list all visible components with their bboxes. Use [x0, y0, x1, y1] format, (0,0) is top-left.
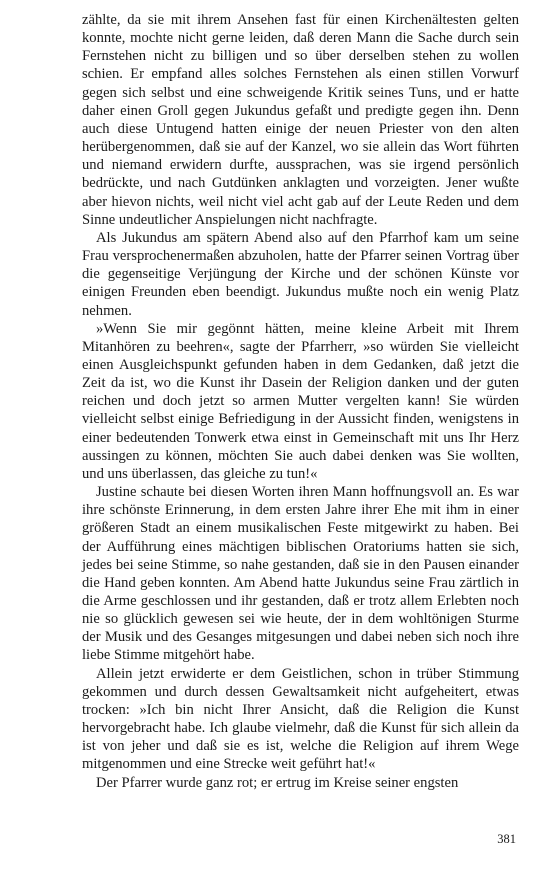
paragraph-jukundus-arrival: Als Jukundus am spätern Abend also auf den Pfarrhof kam um seine Frau versprochenermaßen abzuholen, hatte der Pfarrer seinen Vortrag über die gegenseitige Verjüngung der Kirche und der schönen Künste vor einigen Freunden eben beendigt. Jukundus mußte noch ein wenig Platz nehmen. [82, 229, 519, 319]
paragraph-justine-memory: Justine schaute bei diesen Worten ihren Mann hoffnungsvoll an. Es war ihre schönste Erinnerung, in dem ersten Jahre ihrer Ehe mit ihm in einer größeren Stadt an einem musikalischen Feste mitgewirkt zu haben. Bei der Aufführung eines mächtigen biblischen Oratoriums hatten sie sich, jedes bei seine Stimme, so nahe gestanden, daß sie in den Pausen einander die Hand geben konnten. Am Abend hatte Jukundus seine Frau zärtlich in die Arme geschlossen und ihr gestanden, daß er trotz allem Erlebten noch nie so glücklich gewesen sei wie heute, der in dem wohltönigen Sturme der Musik und des Gesanges mitgesungen und dabei neben sich noch ihre liebe Stimme mitgehört habe. [82, 484, 519, 664]
page-number: 381 [497, 832, 516, 846]
paragraph-jukundus-reply: Allein jetzt erwiderte er dem Geistlichen, schon in trüber Stimmung gekommen und durch dessen Gewaltsamkeit nicht aufgeheitert, etwas trocken: »Ich bin nicht Ihrer Ansicht, daß die Religion die Kunst hervorgebracht habe. Ich glaube vielmehr, daß die Kunst für sich allein da ist von jeher und daß sie es ist, welche die Religion auf ihrem Wege mitgenommen und eine Strecke weit geführt hat!« [82, 665, 519, 773]
paragraph-pastor-reaction: Der Pfarrer wurde ganz rot; er ertrug im Kreise seiner engsten [96, 774, 459, 791]
paragraph-continuation: zählte, da sie mit ihrem Ansehen fast für einen Kirchenältesten gelten konnte, mochte nicht gerne leiden, daß deren Mann die Sache durch sein Fernstehen nicht zu billigen und so über derselben stehen zu wollen schien. Er empfand alles solches Fernstehen als einen stillen Vorwurf gegen sich selbst und eine schweigende Kritik seines Tuns, und er hatte daher einen Groll gegen Jukundus gefaßt und predigte gegen ihn. Denn auch diese Untugend hatten einige der neuen Priester von den alten herübergenommen, daß sie auf der Kanzel, wo sie allein das Wort führten und niemand erwidern durfte, aussprachen, was sie irgend persönlich bedrückte, und nach Gutdünken anklagten und vorzeigten. Jener wußte aber hievon nichts, weil nicht viel acht gab auf der Leute Reden und dem Sinne undeutlicher Anspielungen nicht nachfragte. [82, 12, 519, 228]
paragraph-pastor-speech: »Wenn Sie mir gegönnt hätten, meine kleine Arbeit mit Ihrem Mitanhören zu beehren«, sagte der Pfarrherr, »so würden Sie vielleicht einen Ausgleichspunkt gefunden haben in dem Gedanken, daß jetzt die Zeit da ist, wo die Kunst ihr Dasein der Religion danken und der guten reichen und doch jetzt so armen Mutter vergelten kann! Sie würden vielleicht selbst einige Befriedigung in der Aussicht finden, wenigstens in einer bedeutenden Tonwerk etwa einst in Gemeinschaft mit uns Ihr Herz aussingen zu können, möchten Sie auch dabei denken was Sie wollten, und uns überlassen, das gleiche zu tun!« [82, 320, 519, 482]
book-page [82, 11, 519, 792]
